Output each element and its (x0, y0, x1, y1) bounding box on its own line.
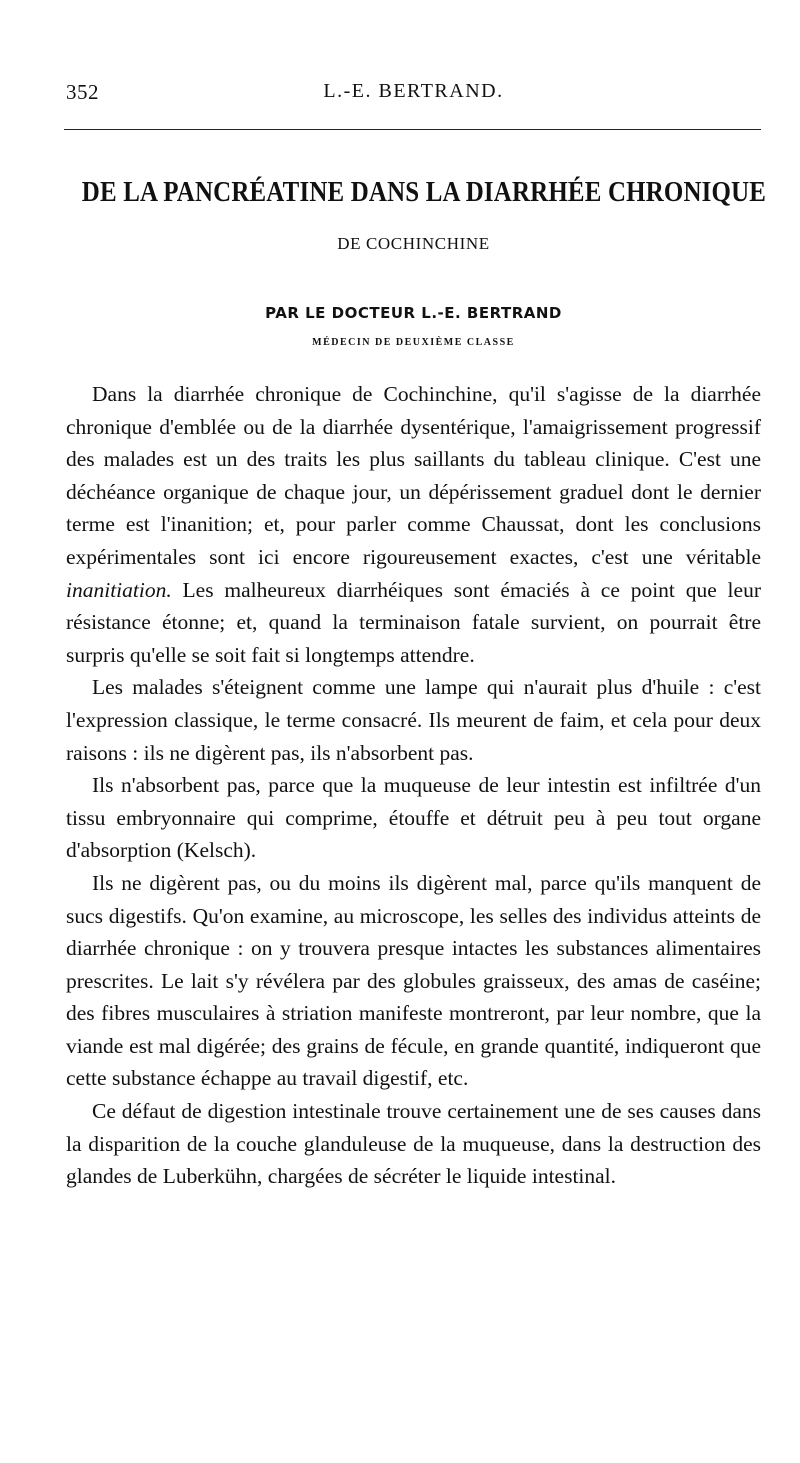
running-title: L.-E. BERTRAND. (323, 80, 504, 102)
paragraph-4: Ils ne digèrent pas, ou du moins ils digèrent mal, parce qu'ils manquent de sucs digestifs. Qu'on examine, au microscope, les selles des individus atteints de diarrhée chronique : on y trouvera presque intactes les substances alimentaires prescrites. Le lait s'y révélera par des globules graisseux, des amas de caséine; des fibres musculaires à striation manifeste montreront, par leur nombre, que la viande est mal digérée; des grains de fécule, en grande quantité, indiqueront que cette substance échappe au travail digestif, etc. (66, 870, 761, 1091)
article-title: DE LA PANCRÉATINE DANS LA DIARRHÉE CHRONIQUE (81, 176, 767, 208)
author-affiliation: MÉDECIN DE DEUXIÈME CLASSE (312, 337, 515, 348)
paragraph-2: Les malades s'éteignent comme une lampe qui n'aurait plus d'huile : c'est l'expression classique, le terme consacré. Ils meurent de faim, et cela pour deux raisons : ils ne digèrent pas, ils n'absorbent pas. (66, 675, 761, 765)
header-rule (64, 129, 761, 130)
paragraph-3: Ils n'absorbent pas, parce que la muqueuse de leur intestin est infiltrée d'un tissu embryonnaire qui comprime, étouffe et détruit peu à peu tout organe d'absorption (Kelsch). (66, 773, 761, 863)
page-number: 352 (66, 80, 99, 104)
running-head (66, 80, 761, 110)
paragraph-5: Ce défaut de digestion intestinale trouve certainement une de ses causes dans la disparition de la couche glanduleuse de la muqueuse, dans la destruction des glandes de Luberkühn, chargées de sécréter le liquide intestinal. (66, 1099, 761, 1189)
article-subtitle: DE COCHINCHINE (337, 234, 490, 253)
paragraph-1-text-a: Dans la diarrhée chronique de Cochinchine, qu'il s'agisse de la diarrhée chronique d'emblée ou de la diarrhée dysentérique, l'amaigrissement progressif des malades est un des traits les plus saillants du tableau clinique. C'est une déchéance organique de chaque jour, un dépérissement graduel dont le dernier terme est l'inanition; et, pour parler comme Chaussat, dont les conclusions expérimentales sont ici encore rigoureusement exactes, c'est une véritable (66, 382, 761, 569)
author-byline: PAR LE DOCTEUR L.-E. BERTRAND (265, 304, 562, 322)
article-body (66, 378, 761, 1193)
paragraph-1-text-b: Les malheureux diarrhéiques sont émaciés à ce point que leur résistance étonne; et, quand la terminaison fatale survient, on pourrait être surpris qu'elle se soit fait si longtemps attendre. (66, 577, 761, 667)
paragraph-1-emphasis: inanitiation. (66, 577, 172, 602)
paragraph-1 (66, 378, 761, 671)
